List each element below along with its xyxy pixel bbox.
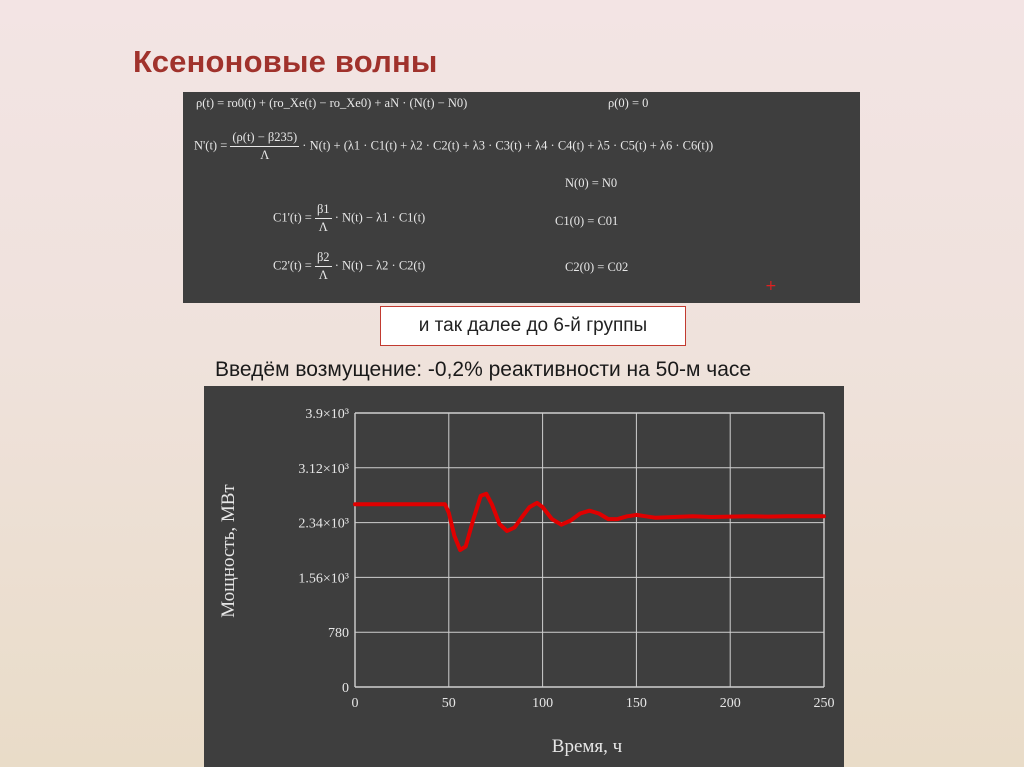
- c2-fraction-numerator: β2: [315, 250, 332, 267]
- power-chart: [204, 386, 844, 767]
- y-axis-label: Мощность, МВт: [218, 484, 239, 618]
- n-equation-fraction: [230, 130, 299, 163]
- c1-fraction-denominator: Λ: [318, 220, 328, 234]
- n-fraction-numerator: (ρ(t) − β235): [230, 130, 299, 147]
- x-tick-label: 250: [813, 696, 835, 711]
- n-equation: [194, 130, 713, 163]
- rho-initial-condition: ρ(0) = 0: [608, 96, 649, 110]
- n-equation-lhs: N'(t) =: [194, 138, 228, 153]
- x-tick-label: 50: [441, 696, 456, 711]
- c2-equation-fraction: [315, 250, 332, 283]
- c1-equation-fraction: [315, 202, 332, 235]
- x-tick-label: 150: [625, 696, 647, 711]
- power-chart-svg: [204, 386, 844, 767]
- y-tick-label: 3.12×10³: [298, 461, 349, 477]
- equations-panel: [183, 92, 860, 303]
- c2-equation: [273, 250, 425, 283]
- n-equation-rhs: · N(t) + (λ1 · C1(t) + λ2 · C2(t) + λ3 · C3(t) + λ4 · C4(t) + λ5 · C5(t) + λ6 · C6(t)): [302, 138, 714, 153]
- chart-grid: [355, 413, 824, 687]
- x-axis-label: Время, ч: [551, 736, 623, 757]
- power-series-line: [355, 494, 824, 550]
- c2-equation-lhs: C2'(t) =: [273, 258, 312, 273]
- x-tick-label: 100: [532, 696, 554, 711]
- n-fraction-denominator: Λ: [260, 148, 270, 162]
- perturbation-caption: Введём возмущение: -0,2% реактивности на 50-м часе: [215, 358, 752, 381]
- y-tick-label: 1.56×10³: [298, 571, 349, 587]
- continuation-note: и так далее до 6-й группы: [380, 306, 686, 346]
- chart-series: [355, 494, 824, 550]
- y-tick-label: 3.9×10³: [305, 407, 349, 422]
- x-tick-label: 200: [719, 696, 741, 711]
- red-plus-marker: +: [765, 278, 777, 294]
- c1-initial-condition: C1(0) = C01: [555, 214, 619, 228]
- c2-fraction-denominator: Λ: [318, 268, 328, 282]
- c1-equation-lhs: C1'(t) =: [273, 210, 312, 225]
- y-tick-label: 780: [328, 626, 349, 642]
- y-tick-label: 0: [342, 681, 349, 696]
- c2-initial-condition: C2(0) = C02: [565, 260, 629, 274]
- x-tick-labels: [352, 696, 835, 711]
- c1-equation-rhs: · N(t) − λ1 · C1(t): [334, 210, 426, 225]
- y-tick-labels: [298, 407, 349, 696]
- slide-title: Ксеноновые волны: [133, 44, 438, 79]
- c1-equation: [273, 202, 425, 235]
- n-initial-condition: N(0) = N0: [565, 176, 618, 190]
- rho-equation: ρ(t) = ro0(t) + (ro_Xe(t) − ro_Xe0) + aN · (N(t) − N0): [196, 96, 468, 110]
- c1-fraction-numerator: β1: [315, 202, 332, 219]
- x-tick-label: 0: [351, 696, 359, 711]
- c2-equation-rhs: · N(t) − λ2 · C2(t): [334, 258, 426, 273]
- y-tick-label: 2.34×10³: [298, 516, 349, 532]
